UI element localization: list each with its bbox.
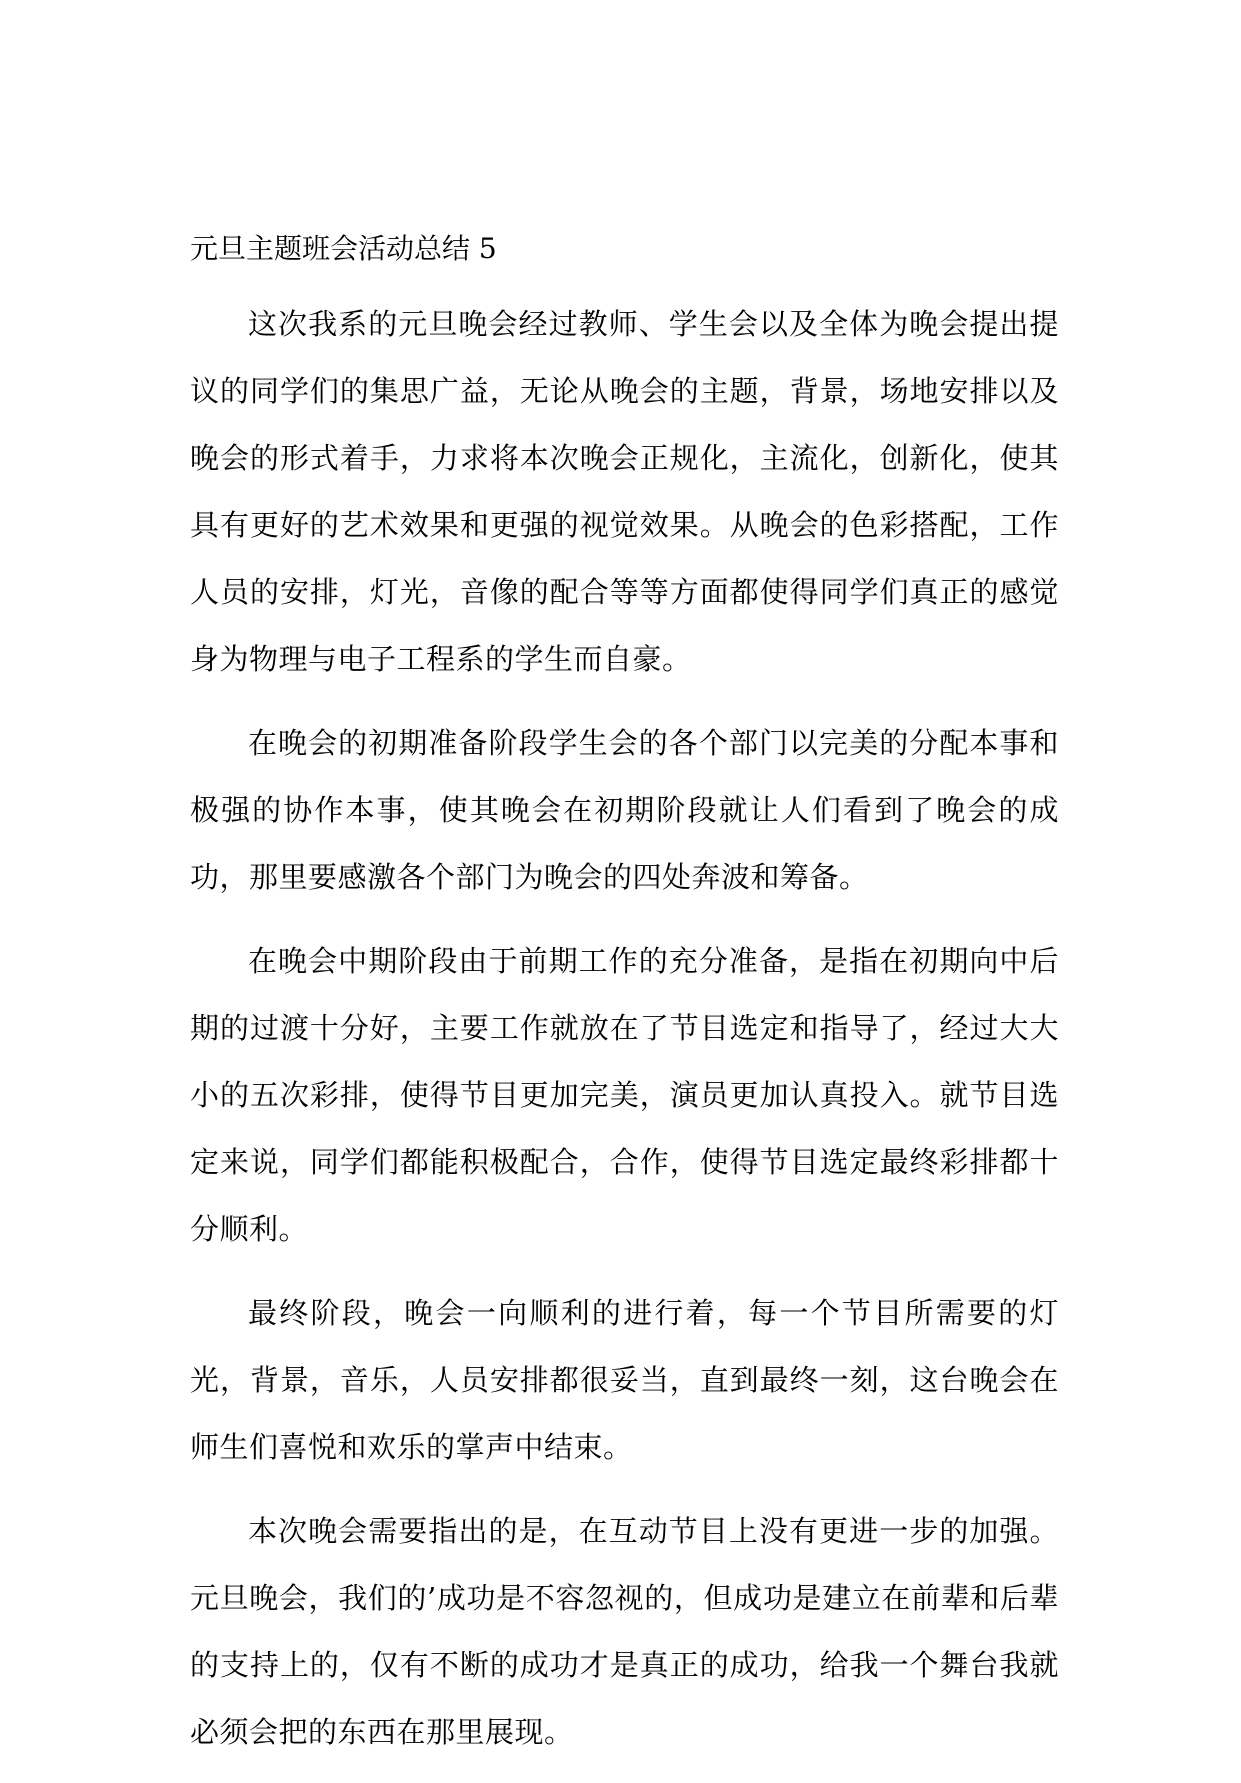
document-title: 元旦主题班会活动总结 5 xyxy=(190,232,497,265)
paragraph: 本次晚会需要指出的是，在互动节目上没有更进一步的加强。元旦晚会，我们的’成功是不容忽视的，但成功是建立在前辈和后辈的支持上的，仅有不断的成功才是真正的成功，给我一个舞台我就必须会把的东西在那里展现。 xyxy=(190,1514,1059,1749)
paragraph: 在晚会的初期准备阶段学生会的各个部门以完美的分配本事和极强的协作本事，使其晚会在初期阶段就让人们看到了晚会的成功，那里要感激各个部门为晚会的四处奔波和筹备。 xyxy=(190,726,1059,894)
document-body xyxy=(190,291,1059,1783)
paragraph: 最终阶段，晚会一向顺利的进行着，每一个节目所需要的灯光，背景，音乐，人员安排都很妥当，直到最终一刻，这台晚会在师生们喜悦和欢乐的掌声中结束。 xyxy=(190,1296,1059,1464)
paragraph: 这次我系的元旦晚会经过教师、学生会以及全体为晚会提出提议的同学们的集思广益，无论从晚会的主题，背景，场地安排以及晚会的形式着手，力求将本次晚会正规化，主流化，创新化，使其具有更好的艺术效果和更强的视觉效果。从晚会的色彩搭配，工作人员的安排，灯光，音像的配合等等方面都使得同学们真正的感觉身为物理与电子工程系的学生而自豪。 xyxy=(190,307,1059,676)
paragraph: 在晚会中期阶段由于前期工作的充分准备，是指在初期向中后期的过渡十分好，主要工作就放在了节目选定和指导了，经过大大小的五次彩排，使得节目更加完美，演员更加认真投入。就节目选定来说，同学们都能积极配合，合作，使得节目选定最终彩排都十分顺利。 xyxy=(190,944,1059,1246)
